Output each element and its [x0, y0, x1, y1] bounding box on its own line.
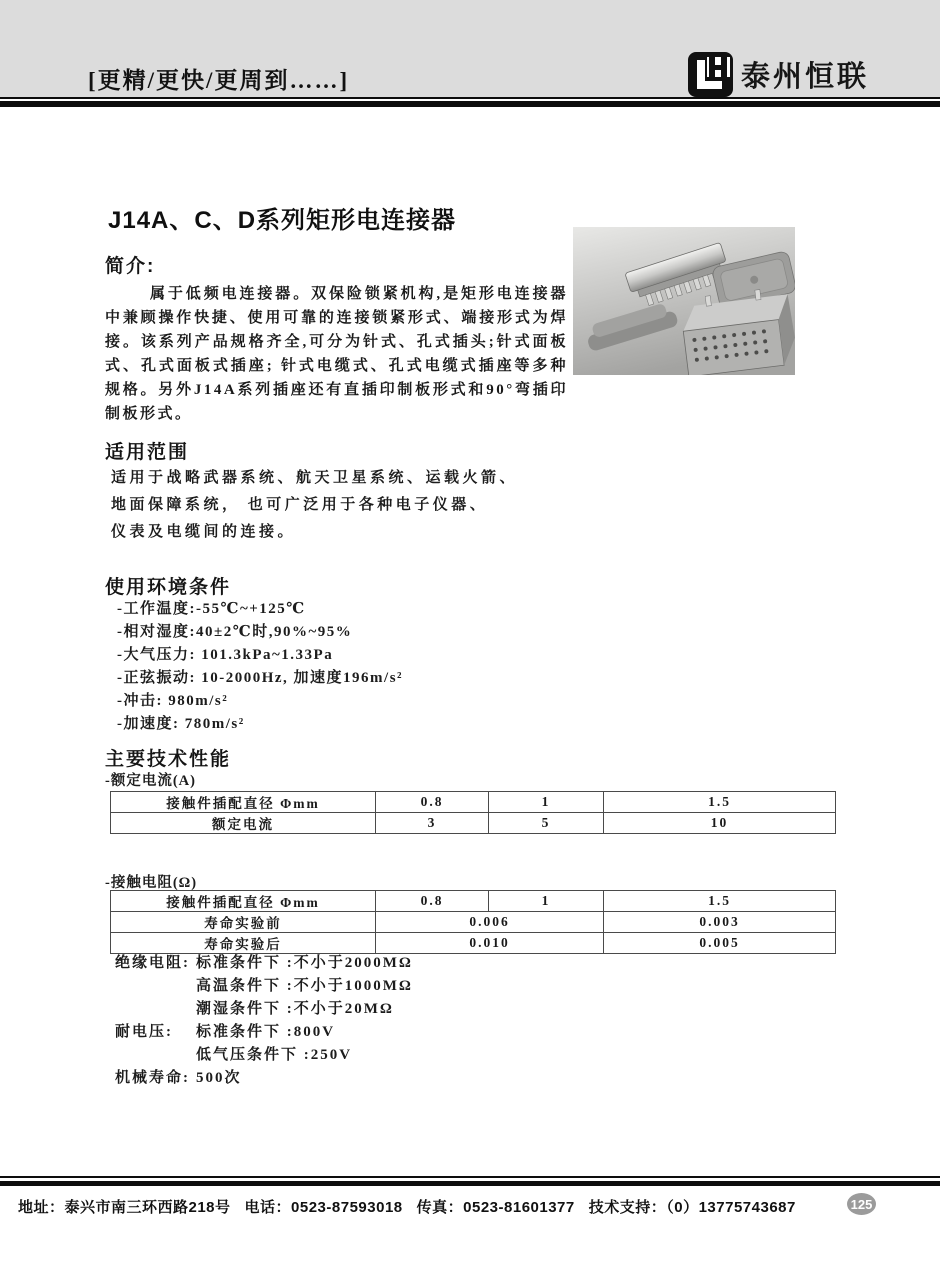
environment-item: -正弦振动: 10-2000Hz, 加速度196m/s² [117, 670, 404, 686]
spec-label: 耐电压: [115, 1024, 173, 1040]
table-cell: 5 [489, 813, 604, 834]
product-photo [573, 227, 795, 375]
spec-value: 500次 [196, 1070, 242, 1086]
table-cell: 10 [604, 813, 836, 834]
spec-value: 标准条件下 :不小于2000MΩ [196, 955, 413, 971]
spec-list [115, 952, 413, 1090]
environment-list [117, 598, 403, 736]
spec-row [115, 1067, 413, 1090]
table-row [111, 792, 836, 813]
table-row [111, 891, 836, 912]
table-cell: 寿命实验前 [111, 912, 376, 933]
table-row [111, 912, 836, 933]
table-row [111, 813, 836, 834]
table-cell: 寿命实验后 [111, 933, 376, 954]
intro-paragraph: 属于低频电连接器。双保险锁紧机构,是矩形电连接器中兼顾操作快捷、使用可靠的连接锁紧形式、端接形式为焊接。该系列产品规格齐全,可分为针式、孔式插头;针式面板式、孔式面板式插座; 针式电缆式、孔式电缆式插座等多种规格。另外J14A系列插座还有直插印制板形式和90°弯插印制板形式。 [105, 286, 568, 422]
footer-fax: 传真：0523-81601377 [416, 1199, 575, 1216]
table-cell: 0.005 [604, 933, 836, 954]
spec-row [115, 1021, 413, 1044]
table-header-cell: 0.8 [376, 792, 489, 813]
spec-row [115, 952, 413, 975]
table-cell: 0.010 [376, 933, 604, 954]
table-header-cell: 1.5 [604, 792, 836, 813]
spec-row [115, 975, 413, 998]
environment-item: -冲击: 980m/s² [117, 693, 229, 709]
footer-address: 地址：泰兴市南三环西路218号 [18, 1199, 231, 1216]
spec-value: 标准条件下 :800V [196, 1024, 336, 1040]
table-header-cell: 1.5 [604, 891, 836, 912]
environment-item: -加速度: 780m/s² [117, 716, 245, 732]
scope-line: 仪表及电缆间的连接。 [111, 524, 297, 540]
environment-item: -大气压力: 101.3kPa~1.33Pa [117, 647, 334, 663]
footer-divider-thick [0, 1181, 940, 1186]
footer-support: 技术支持：（0）13775743687 [588, 1199, 796, 1216]
scope-line: 适用于战略武器系统、航天卫星系统、运载火箭、 [111, 470, 519, 486]
environment-item: -工作温度:-55℃~+125℃ [117, 601, 306, 617]
footer-phone: 电话：0523-87593018 [244, 1199, 403, 1216]
company-logo [688, 52, 869, 97]
spec-label [115, 998, 195, 1021]
spec-label [115, 975, 195, 998]
table-row [111, 933, 836, 954]
header-divider-thick [0, 101, 940, 107]
logo-lh-icon [688, 52, 733, 97]
environment-item: -相对湿度:40±2℃时,90%~95% [117, 624, 353, 640]
spec-row [115, 998, 413, 1021]
table-cell: 0.003 [604, 912, 836, 933]
spec-label: 机械寿命: [115, 1070, 190, 1086]
header-divider-thin [0, 97, 940, 99]
contact-resistance-label: -接触电阻(Ω) [105, 875, 198, 891]
intro-heading: 简介: [105, 256, 156, 277]
table-header-cell: 接触件插配直径 Φmm [111, 891, 376, 912]
table-header-cell: 1 [489, 792, 604, 813]
rated-current-table [110, 791, 836, 834]
footer-divider-thin [0, 1176, 940, 1178]
header-slogan: [更精/更快/更周到……] [88, 68, 350, 93]
scope-paragraph [111, 465, 518, 546]
table-cell: 3 [376, 813, 489, 834]
environment-heading: 使用环境条件 [105, 577, 232, 598]
scope-heading: 适用范围 [105, 442, 190, 463]
table-cell: 0.006 [376, 912, 604, 933]
table-header-cell: 1 [489, 891, 604, 912]
rated-current-label: -额定电流(A) [105, 773, 196, 789]
spec-value: 高温条件下 :不小于1000MΩ [196, 978, 413, 994]
performance-heading: 主要技术性能 [105, 749, 232, 770]
spec-row [115, 1044, 413, 1067]
spec-label [115, 1044, 195, 1067]
footer-contact-line [18, 1196, 848, 1217]
spec-value: 潮湿条件下 :不小于20MΩ [196, 1001, 394, 1017]
company-name: 泰州恒联 [741, 61, 870, 93]
spec-value: 低气压条件下 :250V [196, 1047, 353, 1063]
spec-label: 绝缘电阻: [115, 955, 190, 971]
contact-resistance-table [110, 890, 836, 954]
header-band [0, 0, 940, 97]
scope-line: 地面保障系统， 也可广泛用于各种电子仪器、 [111, 497, 489, 513]
table-header-cell: 接触件插配直径 Φmm [111, 792, 376, 813]
table-header-cell: 0.8 [376, 891, 489, 912]
page-number-badge: 125 [847, 1193, 876, 1215]
table-cell: 额定电流 [111, 813, 376, 834]
page-title: J14A、C、D系列矩形电连接器 [108, 207, 457, 234]
